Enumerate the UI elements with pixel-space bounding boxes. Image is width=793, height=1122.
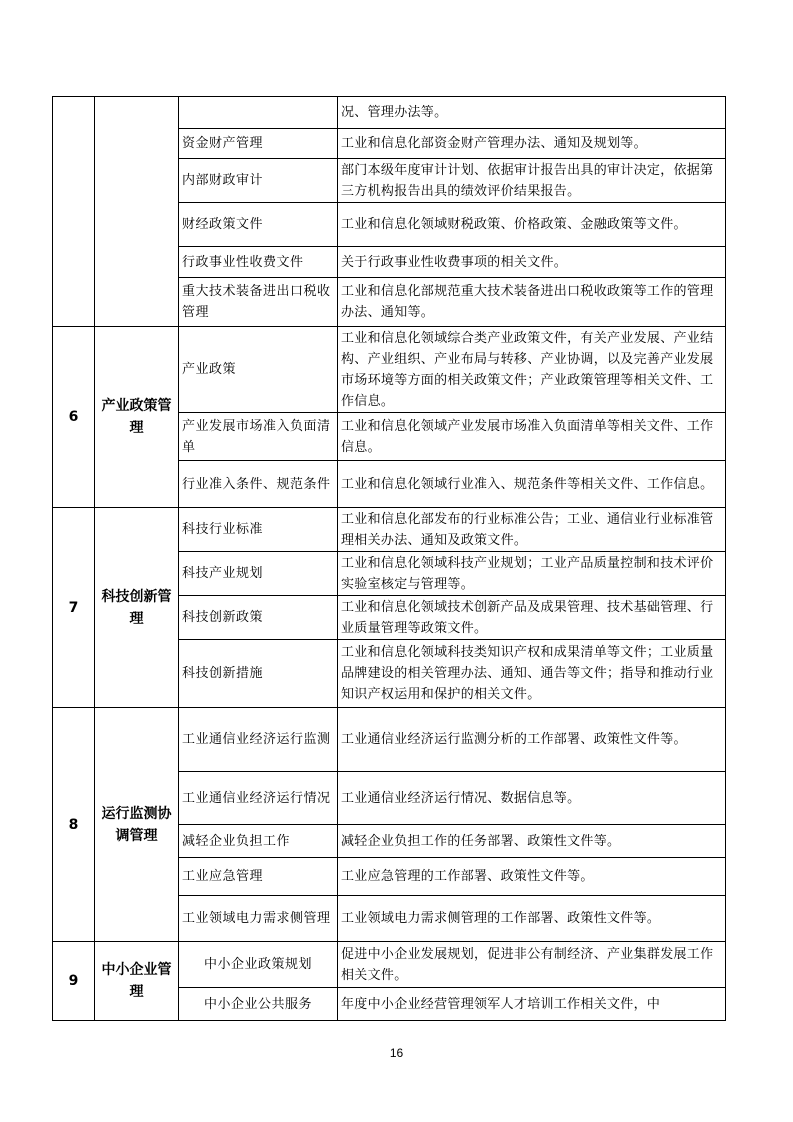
table-row [53,508,726,552]
desc-cell: 工业和信息化领域综合类产业政策文件，有关产业发展、产业结构、产业组织、产业布局与转移、产业协调，以及完善产业发展市场环境等方面的相关政策文件；产业政策管理等相关文件、工作信息。 [338,327,726,413]
desc-cell: 关于行政事业性收费事项的相关文件。 [338,247,726,278]
item-cell: 工业应急管理 [179,858,338,896]
desc-cell: 工业和信息化领域行业准入、规范条件等相关文件、工作信息。 [338,461,726,508]
item-cell: 工业通信业经济运行情况 [179,772,338,825]
desc-cell: 促进中小企业发展规划，促进非公有制经济、产业集群发展工作相关文件。 [338,942,726,988]
table-row [53,327,726,413]
desc-cell: 况、管理办法等。 [338,97,726,129]
section-category: 产业政策管理 [95,327,179,508]
section-number: 6 [53,327,95,508]
desc-cell: 年度中小企业经营管理领军人才培训工作相关文件，中 [338,988,726,1021]
item-cell: 科技创新政策 [179,596,338,640]
section-number: 9 [53,942,95,1021]
item-cell: 科技创新措施 [179,640,338,708]
item-cell: 行业准入条件、规范条件 [179,461,338,508]
section-number: 7 [53,508,95,708]
item-cell: 产业发展市场准入负面清单 [179,413,338,461]
desc-cell: 工业和信息化部规范重大技术装备进出口税收政策等工作的管理办法、通知等。 [338,278,726,327]
item-cell: 财经政策文件 [179,203,338,247]
desc-cell: 工业和信息化领域科技类知识产权和成果清单等文件；工业质量品牌建设的相关管理办法、通知、通告等文件；指导和推动行业知识产权运用和保护的相关文件。 [338,640,726,708]
item-cell: 产业政策 [179,327,338,413]
table-row [53,708,726,772]
catalog-table [52,96,726,1021]
table-row [53,942,726,988]
desc-cell: 工业和信息化领域财税政策、价格政策、金融政策等文件。 [338,203,726,247]
desc-cell: 部门本级年度审计计划、依据审计报告出具的审计决定，依据第三方机构报告出具的绩效评价结果报告。 [338,159,726,203]
desc-cell: 工业应急管理的工作部署、政策性文件等。 [338,858,726,896]
item-cell: 科技行业标准 [179,508,338,552]
section-category: 科技创新管理 [95,508,179,708]
item-cell: 资金财产管理 [179,129,338,159]
page-number: 16 [389,1046,404,1060]
item-cell: 重大技术装备进出口税收管理 [179,278,338,327]
item-cell: 科技产业规划 [179,552,338,596]
desc-cell: 工业和信息化领域技术创新产品及成果管理、技术基础管理、行业质量管理等政策文件。 [338,596,726,640]
desc-cell: 工业和信息化部发布的行业标准公告；工业、通信业行业标准管理相关办法、通知及政策文件。 [338,508,726,552]
section-category: 中小企业管理 [95,942,179,1021]
item-cell [179,97,338,129]
desc-cell: 减轻企业负担工作的任务部署、政策性文件等。 [338,825,726,858]
desc-cell: 工业和信息化领域产业发展市场准入负面清单等相关文件、工作信息。 [338,413,726,461]
item-cell: 内部财政审计 [179,159,338,203]
item-cell: 中小企业公共服务 [179,988,338,1021]
item-cell: 工业领域电力需求侧管理 [179,896,338,942]
item-cell: 行政事业性收费文件 [179,247,338,278]
desc-cell: 工业领域电力需求侧管理的工作部署、政策性文件等。 [338,896,726,942]
item-cell: 中小企业政策规划 [179,942,338,988]
section-category: 运行监测协调管理 [95,708,179,942]
table-row [53,97,726,129]
desc-cell: 工业通信业经济运行监测分析的工作部署、政策性文件等。 [338,708,726,772]
desc-cell: 工业和信息化领域科技产业规划；工业产品质量控制和技术评价实验室核定与管理等。 [338,552,726,596]
desc-cell: 工业和信息化部资金财产管理办法、通知及规划等。 [338,129,726,159]
item-cell: 减轻企业负担工作 [179,825,338,858]
item-cell: 工业通信业经济运行监测 [179,708,338,772]
section-category [95,97,179,327]
desc-cell: 工业通信业经济运行情况、数据信息等。 [338,772,726,825]
section-number: 8 [53,708,95,942]
section-number [53,97,95,327]
